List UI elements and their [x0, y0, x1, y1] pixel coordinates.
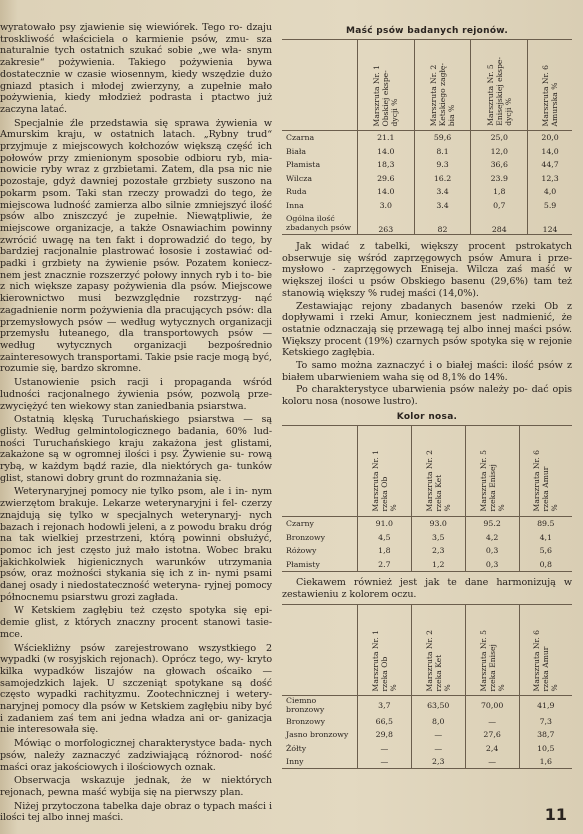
table-corner-cell	[282, 605, 357, 696]
paragraph: Weterynaryjnej pomocy nie tylko psom, ale i in- nym zwierzętom brakuje. Lekarze weterynaryjni i fel- czerzy znajdują się tylko w specjalnych weterynaryj- nych bazach i rejonach hodowli jeleni, a z powodu braku dróg na tak wielkiej przestrzeni, którą powinni obsłużyć, pomoc ich jest często już mało istotna. Wobec braku jakichkolwiek higienicznych warunków utrzymania psów, oraz możności stykania się ich z in- nymi psami danej osady i niedostateczność weteryna- ryjnej pomocy północnemu psiarstwu grozi zagłada.	[0, 486, 272, 603]
table-row: Biała 14.0 8.1 12,0 14,0	[282, 145, 572, 159]
paragraph: Wściekliżny psów zarejestrowano wszystkiego 2 wypadki (w rosyjskich rejonach). Oprócz tego, wy- kryto kilka wypadków liszajów na głowach oścaiko — samojedzkich lajek. U szczeniąt spotykane są dość często wypadki rachityzmu. Zootechnicznej i wetery- naryjnej pomocy dla psów w Ketskiem zagłębiu niby być i zadaniem zaś tem ani jedna władza ani or- ganizacja nie interesowała się.	[0, 642, 272, 736]
table-row: Jasno bronzowy 29,8 — 27,6 38,7	[282, 728, 572, 742]
table-row: Żółty — — 2,4 10,5	[282, 741, 572, 755]
eye-color-table	[282, 604, 572, 769]
table-row: Bronzowy 4,5 3,5 4,2 4,1	[282, 530, 572, 544]
right-column	[282, 22, 572, 822]
column-header: Marszruta Nr. 1 rzeka Ob %	[357, 425, 411, 516]
table-row: Płamista 18,3 9.3 36,6 44,7	[282, 158, 572, 172]
table-row: Różowy 1,8 2,3 0,3 5,6	[282, 544, 572, 558]
left-column	[0, 22, 272, 822]
table-row: Wilcza 29.6 16.2 23.9 12,3	[282, 172, 572, 186]
column-header: Marszruta Nr. 6 rzeka Amur %	[519, 605, 572, 696]
paragraph: Zestawiając rejony zbadanych basenów rzeki Ob z dopływami i rzeki Amur, koniecznem jest nadmienić, że ostatnie odznaczają się przewagą tej albo innej maści psów. Większy procent (19%) czarnych psów spotyka się w rejonie Ketskiego zagłębia.	[282, 300, 572, 359]
table-title-nose-color: Kolor nosa.	[396, 411, 458, 422]
table-row: Bronzowy 66,5 8,0 — 7,3	[282, 714, 572, 728]
table-corner-cell	[282, 425, 357, 516]
table-row: Ciemno bronzowy 3,7 63,50 70,00 41,9	[282, 696, 572, 715]
table-row: Czarny 91.0 93.0 95.2 89.5	[282, 516, 572, 530]
column-header: Marszruta Nr. 2 rzeka Ket %	[411, 605, 465, 696]
column-header: Marszruta Nr. 2 rzeka Ket %	[411, 425, 465, 516]
paragraph: W Ketskiem zagłębiu też często spotyka się epi- demie glist, z których znaczny procent stanowi tasie- mce.	[0, 605, 272, 640]
table-row: Inny — 2,3 — 1,6	[282, 755, 572, 769]
paragraph: Ustanowienie psich racji i propaganda wśród ludności racjonalnego żywienia psów, pozwolą prze- zwyciężyć ten wiekowy stan zaniedbania psiarstwa.	[0, 377, 272, 412]
table-title-coat-color: Maść psów badanych rejonów.	[345, 26, 509, 36]
column-header: Marszruta Nr. 6 rzeka Amur %	[519, 425, 572, 516]
paragraph: To samo można zaznaczyć i o białej maści: ilość psów z białem ubarwieniem waha się od 8,1% do 14%.	[282, 360, 572, 383]
paragraph: Niżej przytoczona tabelka daje obraz o typach maści i ilości tej albo innej maści.	[0, 800, 272, 822]
coat-color-table	[282, 39, 572, 235]
column-header: Marszruta Nr. 6 Amurska %	[528, 40, 572, 131]
paragraph: Po charakterystyce ubarwienia psów należy po- dać opis koloru nosa (nosowe lustro).	[282, 384, 572, 408]
paragraph: wyratowało psy zjawienie się wiewiórek. Tego ro- dzaju troskliwość właściciela o karmienie psów, zmu- sza naturalnie tych ostatnich szukać sobie „we wła- snym zakresie“ pożywienia. Takiego pożywienia bywa dostatecznie w czasie wiosennym, kiedy wszędzie dużo gniazd ptasich i młodej zwierzyny, a zupełnie mało pożywienia, kiedy młodzież podrasta i ptactwo już zaczyna latać.	[0, 22, 272, 115]
paragraph: Specjalnie źle przedstawia się sprawa żywienia w Amurskim kraju, w ostatnich latach. „Rybny trud“ przyjmuje z miejscowych kołchozów większą część ich połowów przy zmienionym sposobie odbioru ryb, mia- nowicie ryby wraz z grzbietami. Zatem, dla psa nic nie pozostaje, gdyż dawniej pozostałe grzbiety suszono na pokarm psom. Taki stan rzeczy prowadzi do tego, że miejscowa ludność zamierza albo silnie zmniejszyć ilość psów albo zniszczyć je zupełnie. Niewątpliwie, że miejscowe organizacje, a także Osnawiachim powinny zwrócić uwagę na ten fakt i doprowadzić do tego, by bardziej racjonalnie plastrować łososie i zostawiać od- padki i grzbiety na żywienie psów. Pozatem koniecz- nem jest znacznie rozszerzyć połowy innych ryb i to- bie z nich większe zapasy pożywienia dla psów. Miejscowe kierownictwo musi bezwzględnie rozstrzyg- nąć zagadnienie norm pożywienia dla pracujących psów: dla przemysłowych psów — według wytycznych organizacji przemysłu łuteanego, dla transportowych psów — według wytycznych organizacji bezpośrednio zainteresowych transportami. Takie psie racje mogą być, rozumie się, bardzo skromne.	[0, 117, 272, 375]
paragraph: Ciekawem również jest jak te dane harmonizują w zestawieniu z kolorem oczu.	[282, 576, 572, 600]
paragraph: Mówiąc o morfologicznej charakterystyce bada- nych psów, należy zaznaczyć zadziwiającą różnorod- ność maści oraz jakościowych i ilościowych oznak.	[0, 738, 272, 773]
table-row: Ogólna ilość zbadanych psów 263 82 284 124	[282, 212, 572, 235]
table-row: Czarna 21.1 59,6 25,0 20,0	[282, 131, 572, 145]
column-header: Marszruta Nr. 5 rzeka Enisej %	[465, 425, 519, 516]
nose-color-table	[282, 425, 572, 572]
table-row: Ruda 14.0 3.4 1,8 4,0	[282, 185, 572, 199]
column-header: Marszruta Nr. 2 Ketskiego zagłę- bia %	[414, 40, 471, 131]
table-row: Płamisty 2.7 1,2 0,3 0,8	[282, 557, 572, 571]
page-number: 11	[544, 805, 567, 824]
paragraph: Ostatnią klęską Turuchańskiego psiarstwa — są glisty. Według gelmintologicznego badania, 60% lud- ności Turuchańskiego kraju zakażona jest glistami, zakażone są w ogromnej ilości i psy. Żywienie su- rową rybą, w każdym bądź razie, dla niektórych ga- tunków glist, stanowi dobry grunt do rozmnażania się.	[0, 414, 272, 484]
table-row: Inna 3.0 3.4 0,7 5.9	[282, 199, 572, 213]
column-header: Marszruta Nr. 1 rzeka Ob %	[357, 605, 411, 696]
paragraph: Jak widać z tabelki, większy procent pstrokatych obserwuje się wśród zaprzęgowych psów Amura i prze- mysłowo - zaprzęgowych Eniseja. Wilcza zaś maść w większej ilości u psów Obskiego basenu (29,6%) tam też stanowią większy % rudej maści (14,0%).	[282, 241, 572, 299]
table-corner-cell	[282, 40, 357, 131]
column-header: Marszruta Nr. 1 Obskiej ekspe- dycji %	[357, 40, 414, 131]
column-header: Marszruta Nr. 5 rzeka Enisej %	[465, 605, 519, 696]
column-header: Marszruta Nr. 5 Enisejskiej ekspe- dycji %	[471, 40, 528, 131]
paragraph: Obserwacja wskazuje jednak, że w niektórych rejonach, pewna maść wybija się na pierwszy plan.	[0, 775, 272, 798]
